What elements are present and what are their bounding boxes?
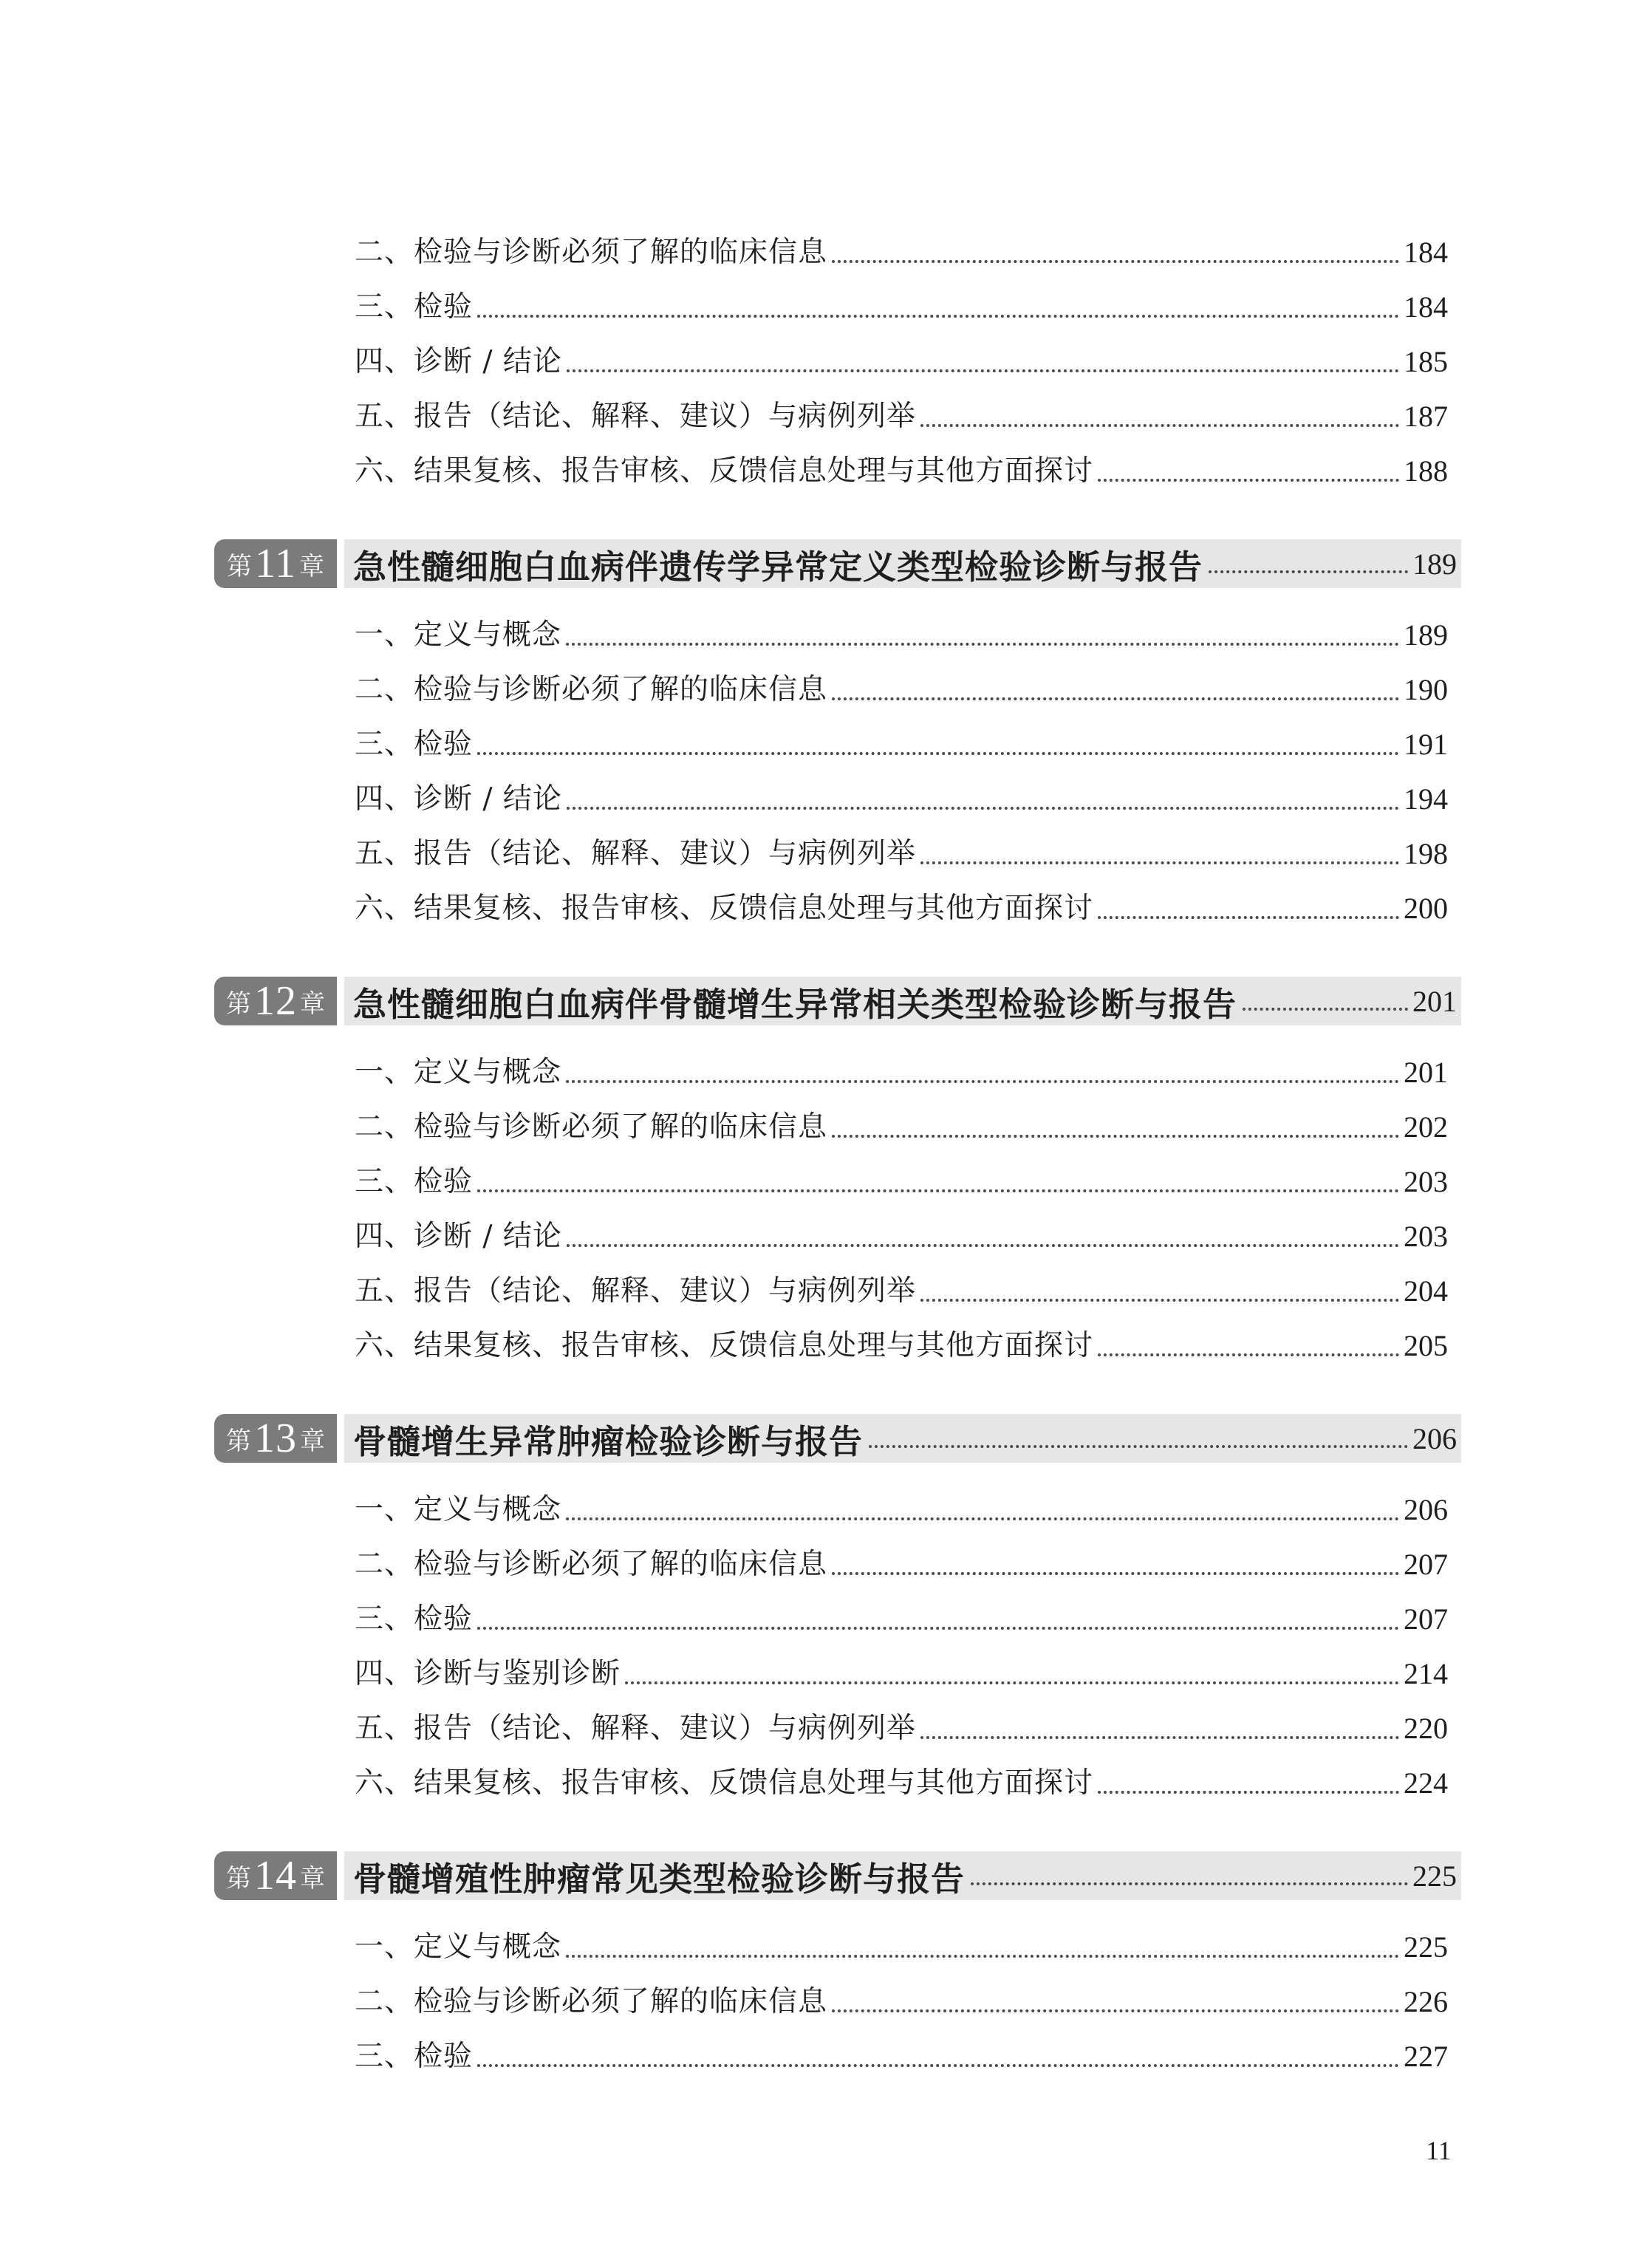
toc-entry-page: 205 [1404, 1329, 1448, 1362]
dot-leader [477, 1627, 1399, 1630]
toc-entry-page: 200 [1404, 892, 1448, 925]
toc-entry-label: 六、结果复核、报告审核、反馈信息处理与其他方面探讨 [355, 1766, 1094, 1800]
toc-entry-page: 189 [1404, 618, 1448, 652]
toc-entry-page: 184 [1404, 236, 1448, 269]
toc-entry[interactable] [355, 1102, 1448, 1147]
toc-entry[interactable] [355, 1977, 1448, 2021]
toc-entry-page: 206 [1404, 1493, 1448, 1526]
chapter-heading-13[interactable] [214, 1414, 1461, 1463]
dot-leader [832, 697, 1399, 700]
toc-entry[interactable] [355, 1649, 1448, 1693]
toc-entry-label: 五、报告（结论、解释、建议）与病例列举 [355, 1274, 917, 1308]
toc-entry[interactable] [355, 446, 1448, 491]
chapter-title: 急性髓细胞白血病伴遗传学异常定义类型检验诊断与报告 [353, 547, 1203, 587]
toc-entry-label: 五、报告（结论、解释、建议）与病例列举 [355, 1712, 917, 1745]
toc-entry-page: 191 [1404, 728, 1448, 761]
dot-leader [477, 752, 1399, 755]
toc-entry[interactable] [355, 1266, 1448, 1311]
toc-entry-page: 225 [1404, 1930, 1448, 1964]
dot-leader [625, 1681, 1399, 1684]
toc-entry-page: 188 [1404, 454, 1448, 488]
chapter-badge [214, 1414, 337, 1463]
dot-leader [1243, 1008, 1408, 1011]
chapter-suffix: 章 [300, 990, 325, 1018]
dot-leader [566, 1955, 1399, 1958]
toc-entry-label: 六、结果复核、报告审核、反馈信息处理与其他方面探讨 [355, 454, 1094, 488]
dot-leader [920, 861, 1399, 864]
toc-entry[interactable] [355, 2032, 1448, 2076]
toc-entry-label: 五、报告（结论、解释、建议）与病例列举 [355, 837, 917, 870]
toc-entry-label: 二、检验与诊断必须了解的临床信息 [355, 1548, 828, 1581]
toc-entry-label: 三、检验 [355, 2040, 474, 2073]
toc-entry-page: 184 [1404, 290, 1448, 324]
toc-entry[interactable] [355, 1540, 1448, 1584]
chapter-suffix: 章 [300, 1427, 325, 1455]
toc-entry-label: 一、定义与概念 [355, 618, 562, 652]
toc-entry-page: 202 [1404, 1110, 1448, 1144]
dot-leader [920, 424, 1399, 427]
dot-leader [567, 1244, 1399, 1247]
dot-leader [1098, 1353, 1399, 1356]
toc-entry-page: 194 [1404, 782, 1448, 816]
dot-leader [832, 1572, 1399, 1575]
toc-entry-page: 224 [1404, 1766, 1448, 1800]
toc-entry[interactable] [355, 392, 1448, 436]
chapter-title-bar [344, 1851, 1461, 1900]
toc-entry[interactable] [355, 720, 1448, 764]
toc-entry-label: 三、检验 [355, 728, 474, 761]
toc-entry-label: 二、检验与诊断必须了解的临床信息 [355, 1985, 828, 2018]
toc-entry[interactable] [355, 282, 1448, 327]
toc-entry-page: 214 [1404, 1657, 1448, 1690]
toc-entry[interactable] [355, 829, 1448, 873]
toc-entry-page: 220 [1404, 1712, 1448, 1745]
dot-leader [477, 1189, 1399, 1192]
chapter-suffix: 章 [300, 1865, 325, 1893]
toc-entry[interactable] [355, 1157, 1448, 1201]
toc-entry[interactable] [355, 337, 1448, 381]
toc-entry[interactable] [355, 228, 1448, 272]
toc-entry[interactable] [355, 665, 1448, 709]
toc-entry[interactable] [355, 1321, 1448, 1365]
chapter-number: 11 [255, 541, 296, 587]
toc-entry-label: 四、诊断 / 结论 [355, 782, 562, 816]
toc-entry[interactable] [355, 1704, 1448, 1748]
chapter-heading-11[interactable] [214, 539, 1461, 588]
chapter-suffix: 章 [298, 553, 324, 581]
chapter-title: 骨髓增殖性肿瘤常见类型检验诊断与报告 [353, 1859, 966, 1899]
dot-leader [566, 1080, 1399, 1083]
chapter-number: 13 [254, 1415, 297, 1461]
chapter-prefix: 第 [226, 990, 251, 1018]
toc-entry[interactable] [355, 1922, 1448, 1967]
dot-leader [832, 2009, 1399, 2012]
dot-leader [477, 2064, 1399, 2067]
chapter-prefix: 第 [226, 1865, 251, 1893]
toc-entry-label: 四、诊断与鉴别诊断 [355, 1657, 621, 1690]
dot-leader [477, 315, 1399, 318]
toc-entry-label: 二、检验与诊断必须了解的临床信息 [355, 236, 828, 269]
chapter-page: 206 [1412, 1421, 1457, 1455]
toc-entry[interactable] [355, 610, 1448, 655]
toc-entry-label: 一、定义与概念 [355, 1930, 562, 1964]
toc-entry-page: 198 [1404, 837, 1448, 870]
dot-leader [1098, 916, 1399, 919]
chapter-page: 189 [1412, 547, 1457, 581]
toc-entry-page: 190 [1404, 673, 1448, 706]
toc-entry-page: 187 [1404, 400, 1448, 433]
dot-leader [567, 807, 1399, 810]
toc-entry-label: 一、定义与概念 [355, 1056, 562, 1089]
dot-leader [1098, 479, 1399, 482]
toc-entry-page: 207 [1404, 1602, 1448, 1636]
dot-leader [971, 1882, 1408, 1885]
page-number: 11 [1426, 2136, 1452, 2165]
toc-entry[interactable] [355, 884, 1448, 928]
chapter-title-bar [344, 977, 1461, 1025]
dot-leader [920, 1736, 1399, 1739]
chapter-title-bar [344, 539, 1461, 588]
toc-entry-label: 六、结果复核、报告审核、反馈信息处理与其他方面探讨 [355, 892, 1094, 925]
dot-leader [566, 1517, 1399, 1520]
toc-entry-label: 五、报告（结论、解释、建议）与病例列举 [355, 400, 917, 433]
toc-entry-page: 185 [1404, 345, 1448, 378]
chapter-number: 12 [254, 978, 297, 1024]
toc-entry-label: 三、检验 [355, 290, 474, 324]
dot-leader [567, 369, 1399, 372]
chapter-badge [214, 1851, 337, 1900]
dot-leader [1209, 570, 1408, 573]
dot-leader [832, 1135, 1399, 1138]
chapter-prefix: 第 [226, 1427, 251, 1455]
toc-entry[interactable] [355, 1758, 1448, 1803]
toc-entry-page: 207 [1404, 1548, 1448, 1581]
toc-entry-page: 203 [1404, 1220, 1448, 1253]
chapter-title: 骨髓增生异常肿瘤检验诊断与报告 [353, 1421, 864, 1461]
toc-entry[interactable] [355, 774, 1448, 819]
toc-entry-label: 四、诊断 / 结论 [355, 1220, 562, 1253]
chapter-badge [214, 977, 337, 1025]
toc-entry-label: 三、检验 [355, 1602, 474, 1636]
chapter-page: 225 [1412, 1859, 1457, 1893]
toc-entry-label: 一、定义与概念 [355, 1493, 562, 1526]
toc-entry-page: 227 [1404, 2040, 1448, 2073]
toc-entry[interactable] [355, 1048, 1448, 1092]
dot-leader [920, 1299, 1399, 1302]
toc-entry-label: 二、检验与诊断必须了解的临床信息 [355, 673, 828, 706]
chapter-number: 14 [254, 1853, 297, 1899]
chapter-page: 201 [1412, 984, 1457, 1018]
dot-leader [869, 1445, 1408, 1448]
chapter-heading-14[interactable] [214, 1851, 1461, 1900]
toc-entry[interactable] [355, 1594, 1448, 1639]
toc-entry-page: 226 [1404, 1985, 1448, 2018]
toc-entry-page: 203 [1404, 1165, 1448, 1198]
dot-leader [832, 260, 1399, 263]
chapter-title-bar [344, 1414, 1461, 1463]
chapter-prefix: 第 [227, 553, 253, 581]
toc-entry[interactable] [355, 1212, 1448, 1256]
toc-entry[interactable] [355, 1485, 1448, 1529]
toc-entry-label: 四、诊断 / 结论 [355, 345, 562, 378]
toc-entry-label: 三、检验 [355, 1165, 474, 1198]
dot-leader [566, 643, 1399, 646]
toc-entry-label: 二、检验与诊断必须了解的临床信息 [355, 1110, 828, 1144]
dot-leader [1098, 1791, 1399, 1794]
toc-entry-page: 201 [1404, 1056, 1448, 1089]
chapter-heading-12[interactable] [214, 977, 1461, 1025]
chapter-badge [214, 539, 337, 588]
toc-entry-page: 204 [1404, 1274, 1448, 1308]
chapter-title: 急性髓细胞白血病伴骨髓增生异常相关类型检验诊断与报告 [353, 984, 1237, 1024]
toc-entry-label: 六、结果复核、报告审核、反馈信息处理与其他方面探讨 [355, 1329, 1094, 1362]
